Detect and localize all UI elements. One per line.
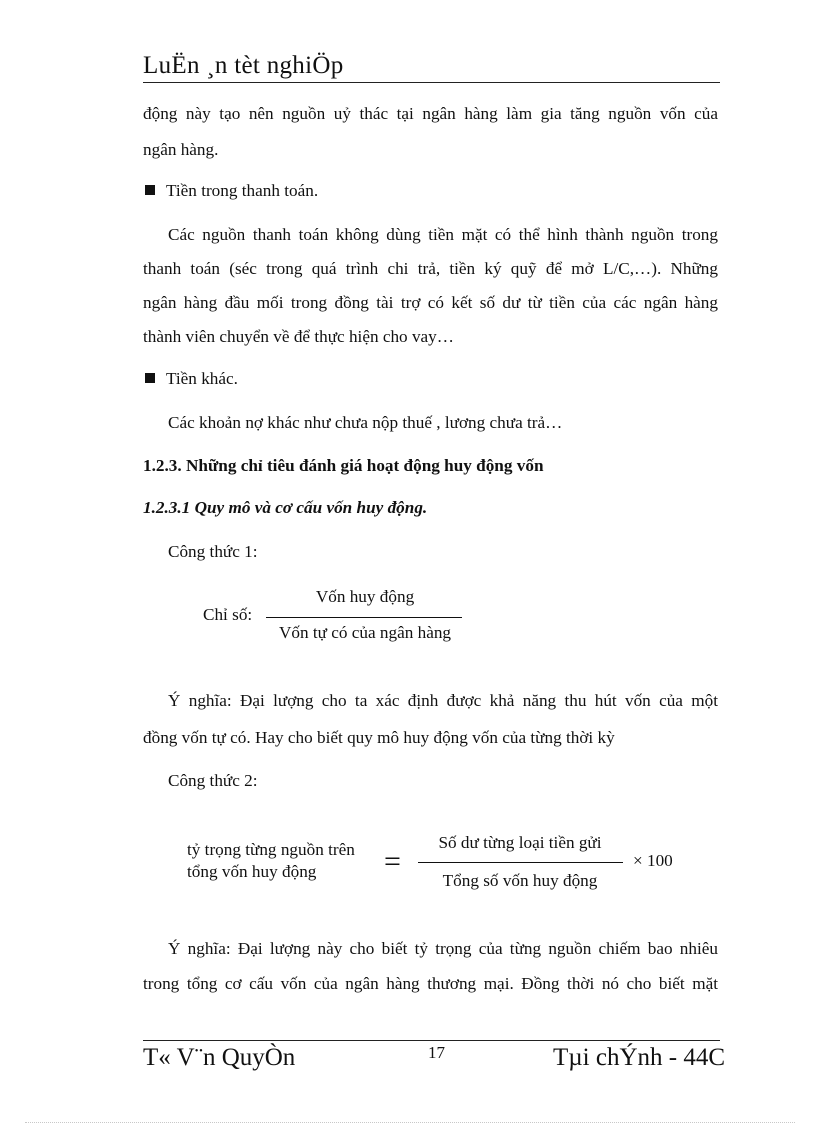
formula-multiplier: × 100 [633, 851, 673, 870]
formula-caption: Công thức 2: [168, 771, 258, 790]
body-line: trong tổng cơ cấu vốn của ngân hàng thương mại. Đồng thời nó cho biết mặt [143, 974, 718, 993]
body-line: ngân hàng đầu mối trong đồng tài trợ có kết số dư từ tiền của các ngân hàng [143, 293, 718, 312]
body-line: đồng vốn tự có. Hay cho biết quy mô huy động vốn của từng thời kỳ [143, 728, 615, 747]
footer-department: Tµi chÝnh - 44C [553, 1044, 726, 1071]
bullet-square-icon [145, 373, 155, 383]
formula-caption: Công thức 1: [168, 542, 258, 561]
formula-numerator: Vốn huy động [315, 587, 415, 606]
bullet-item [145, 368, 720, 390]
body-line: thành viên chuyển về để thực hiện cho vay… [143, 327, 454, 346]
formula-denominator: Vốn tự có của ngân hàng [278, 623, 452, 642]
formula-label: Chỉ số: [203, 605, 253, 624]
page-number: 17 [428, 1043, 445, 1062]
subsection-heading: 1.2.3.1 Quy mô và cơ cấu vốn huy động. [143, 498, 428, 517]
formula-lhs-line: tổng vốn huy động [187, 862, 317, 881]
body-line: Các khoản nợ khác như chưa nộp thuế , lương chưa trả… [168, 413, 563, 432]
body-line: Ý nghĩa: Đại lượng cho ta xác định được khả năng thu hút vốn của một [168, 691, 718, 710]
footer-author: T« V¨n QuyÒn [143, 1044, 296, 1071]
section-heading: 1.2.3. Những chỉ tiêu đánh giá hoạt động huy động vốn [143, 456, 544, 475]
bullet-square-icon [145, 185, 155, 195]
fraction-bar [266, 617, 462, 618]
header-rule [143, 82, 720, 83]
body-line: thanh toán (séc trong quá trình chi trả, tiền ký quỹ để mở L/C,…). Những [143, 259, 718, 278]
bullet-text: Tiền trong thanh toán. [166, 181, 319, 200]
formula-lhs-line: tỷ trọng từng nguồn trên [187, 840, 355, 859]
body-line: động này tạo nên nguồn uỷ thác tại ngân hàng làm gia tăng nguồn vốn của [143, 104, 718, 123]
footer-rule [143, 1040, 720, 1041]
bullet-text: Tiền khác. [166, 369, 238, 388]
formula-numerator: Số dư từng loại tiền gửi [438, 833, 602, 852]
fraction-bar [418, 862, 623, 863]
body-line: Các nguồn thanh toán không dùng tiền mặt có thể hình thành nguồn trong [168, 225, 718, 244]
equals-sign: = [384, 845, 401, 878]
body-line: Ý nghĩa: Đại lượng này cho biết tỷ trọng của từng nguồn chiếm bao nhiêu [168, 939, 718, 958]
header-title: LuËn ¸n tèt nghiÖp [143, 52, 344, 79]
body-line: ngân hàng. [143, 140, 219, 159]
bullet-item [145, 180, 720, 202]
formula-denominator: Tổng số vốn huy động [442, 871, 598, 890]
